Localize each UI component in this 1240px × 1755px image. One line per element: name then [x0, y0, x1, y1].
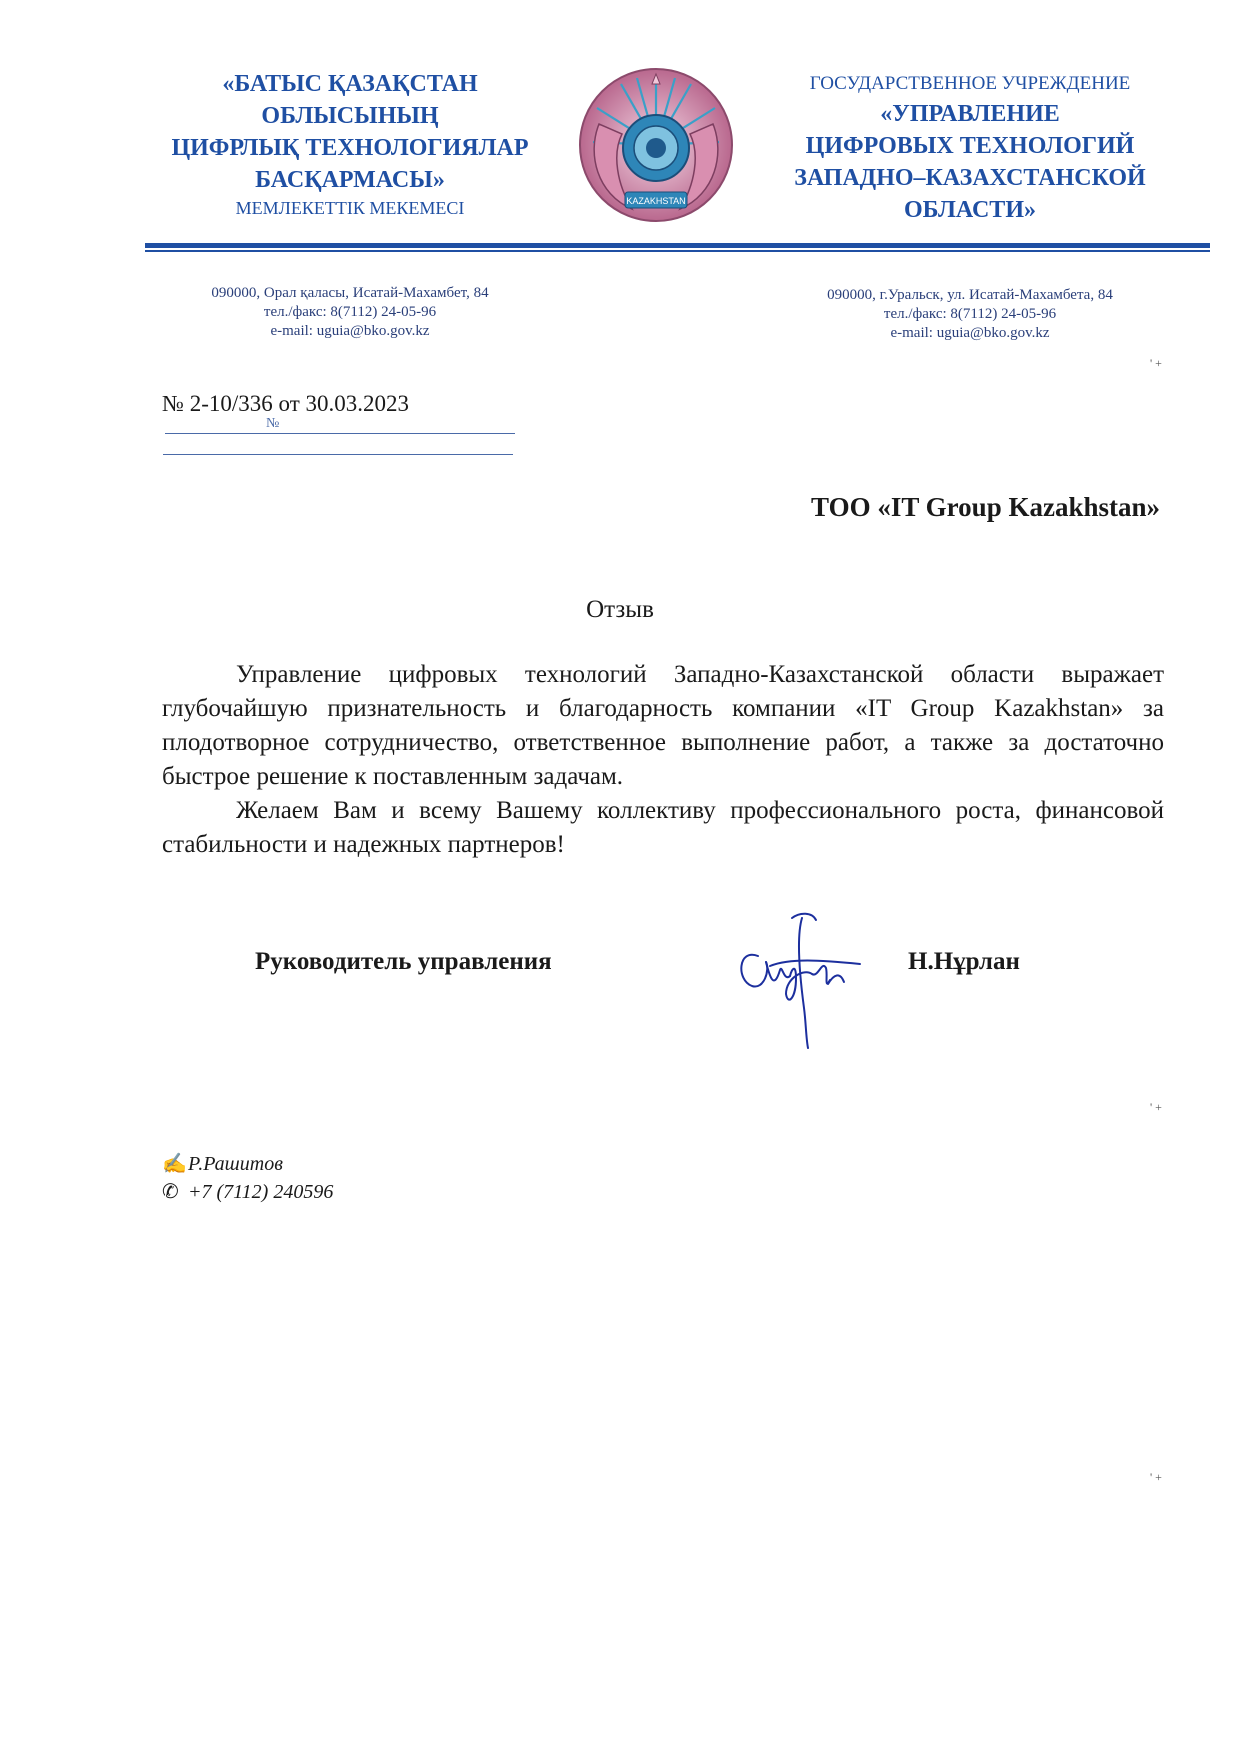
handwritten-signature [730, 898, 865, 1050]
scan-mark: ' + [1150, 1470, 1162, 1484]
header-right-pre: ГОСУДАРСТВЕННОЕ УЧРЕЖДЕНИЕ [809, 73, 1131, 94]
address-left-line-2: тел./факс: 8(7112) 24-05-96 [263, 304, 437, 320]
scan-mark: ' + [1150, 356, 1162, 370]
header-right-russian [760, 70, 1180, 226]
address-right-email: e-mail: uguia@bko.gov.kz [890, 325, 1050, 341]
executor-phone: +7 (7112) 240596 [188, 1181, 334, 1203]
reference-line-1 [165, 433, 515, 434]
header-right-line-4: ОБЛАСТИ» [904, 197, 1036, 223]
scan-mark: ' + [1150, 1100, 1162, 1114]
state-emblem-icon [577, 64, 735, 226]
header-left-line-3: ЦИФРЛЫҚ ТЕХНОЛОГИЯЛАР [171, 135, 529, 161]
emblem-label: KAZAKHSTAN [626, 196, 686, 206]
recipient: ТОО «IT Group Kazakhstan» [811, 492, 1160, 522]
body-paragraph-2: Желаем Вам и всему Вашему коллективу профессионального роста, финансовой стабильности и надежных партнеров! [162, 797, 1164, 858]
letter-body [162, 658, 1164, 862]
header-divider-thin [145, 250, 1210, 252]
signatory-name: Н.Нұрлан [908, 948, 1020, 975]
header-left-line-2: ОБЛЫСЫНЫҢ [261, 103, 439, 129]
address-left-line-1: 090000, Орал қаласы, Исатай-Махамбет, 84 [211, 285, 489, 301]
header-right-line-2: ЦИФРОВЫХ ТЕХНОЛОГИЙ [805, 133, 1135, 159]
header-left-kazakh [130, 68, 570, 220]
address-right [790, 286, 1150, 343]
address-right-line-1: 090000, г.Уральск, ул. Исатай-Махамбета, 84 [827, 287, 1113, 303]
header-right-line-3: ЗАПАДНО–КАЗАХСТАНСКОЙ [794, 165, 1146, 191]
address-right-line-2: тел./факс: 8(7112) 24-05-96 [883, 306, 1057, 322]
header-left-line-1: «БАТЫС ҚАЗАҚСТАН [222, 71, 478, 97]
signatory-position: Руководитель управления [255, 948, 552, 975]
address-left-email: e-mail: uguia@bko.gov.kz [270, 323, 430, 339]
executor-phone-row [162, 1178, 333, 1206]
executor-name-row [162, 1150, 333, 1178]
header-left-sub: МЕМЛЕКЕТТІК МЕКЕМЕСІ [235, 198, 465, 218]
reference-number: № 2-10/336 от 30.03.2023 [162, 391, 409, 416]
reference-line-2 [163, 454, 513, 455]
header-right-line-1: «УПРАВЛЕНИЕ [880, 101, 1060, 127]
header-left-line-4: БАСҚАРМАСЫ» [255, 167, 445, 193]
pen-icon: ✍ [162, 1153, 187, 1175]
reference-no-label: № [266, 416, 280, 431]
executor-block [162, 1150, 333, 1206]
address-left [180, 284, 520, 341]
body-paragraph-1: Управление цифровых технологий Западно-Казахстанской области выражает глубочайшую признательность и благодарность компании «IT Group Kazakhstan» за плодотворное сотрудничество, ответственное выполнение работ, а также за достаточно быстрое решение к поставленным задачам. [162, 661, 1164, 790]
header-divider-thick [145, 243, 1210, 248]
executor-name: Р.Рашитов [188, 1153, 283, 1175]
document-title: Отзыв [586, 596, 654, 623]
phone-icon: ✆ [162, 1181, 179, 1203]
